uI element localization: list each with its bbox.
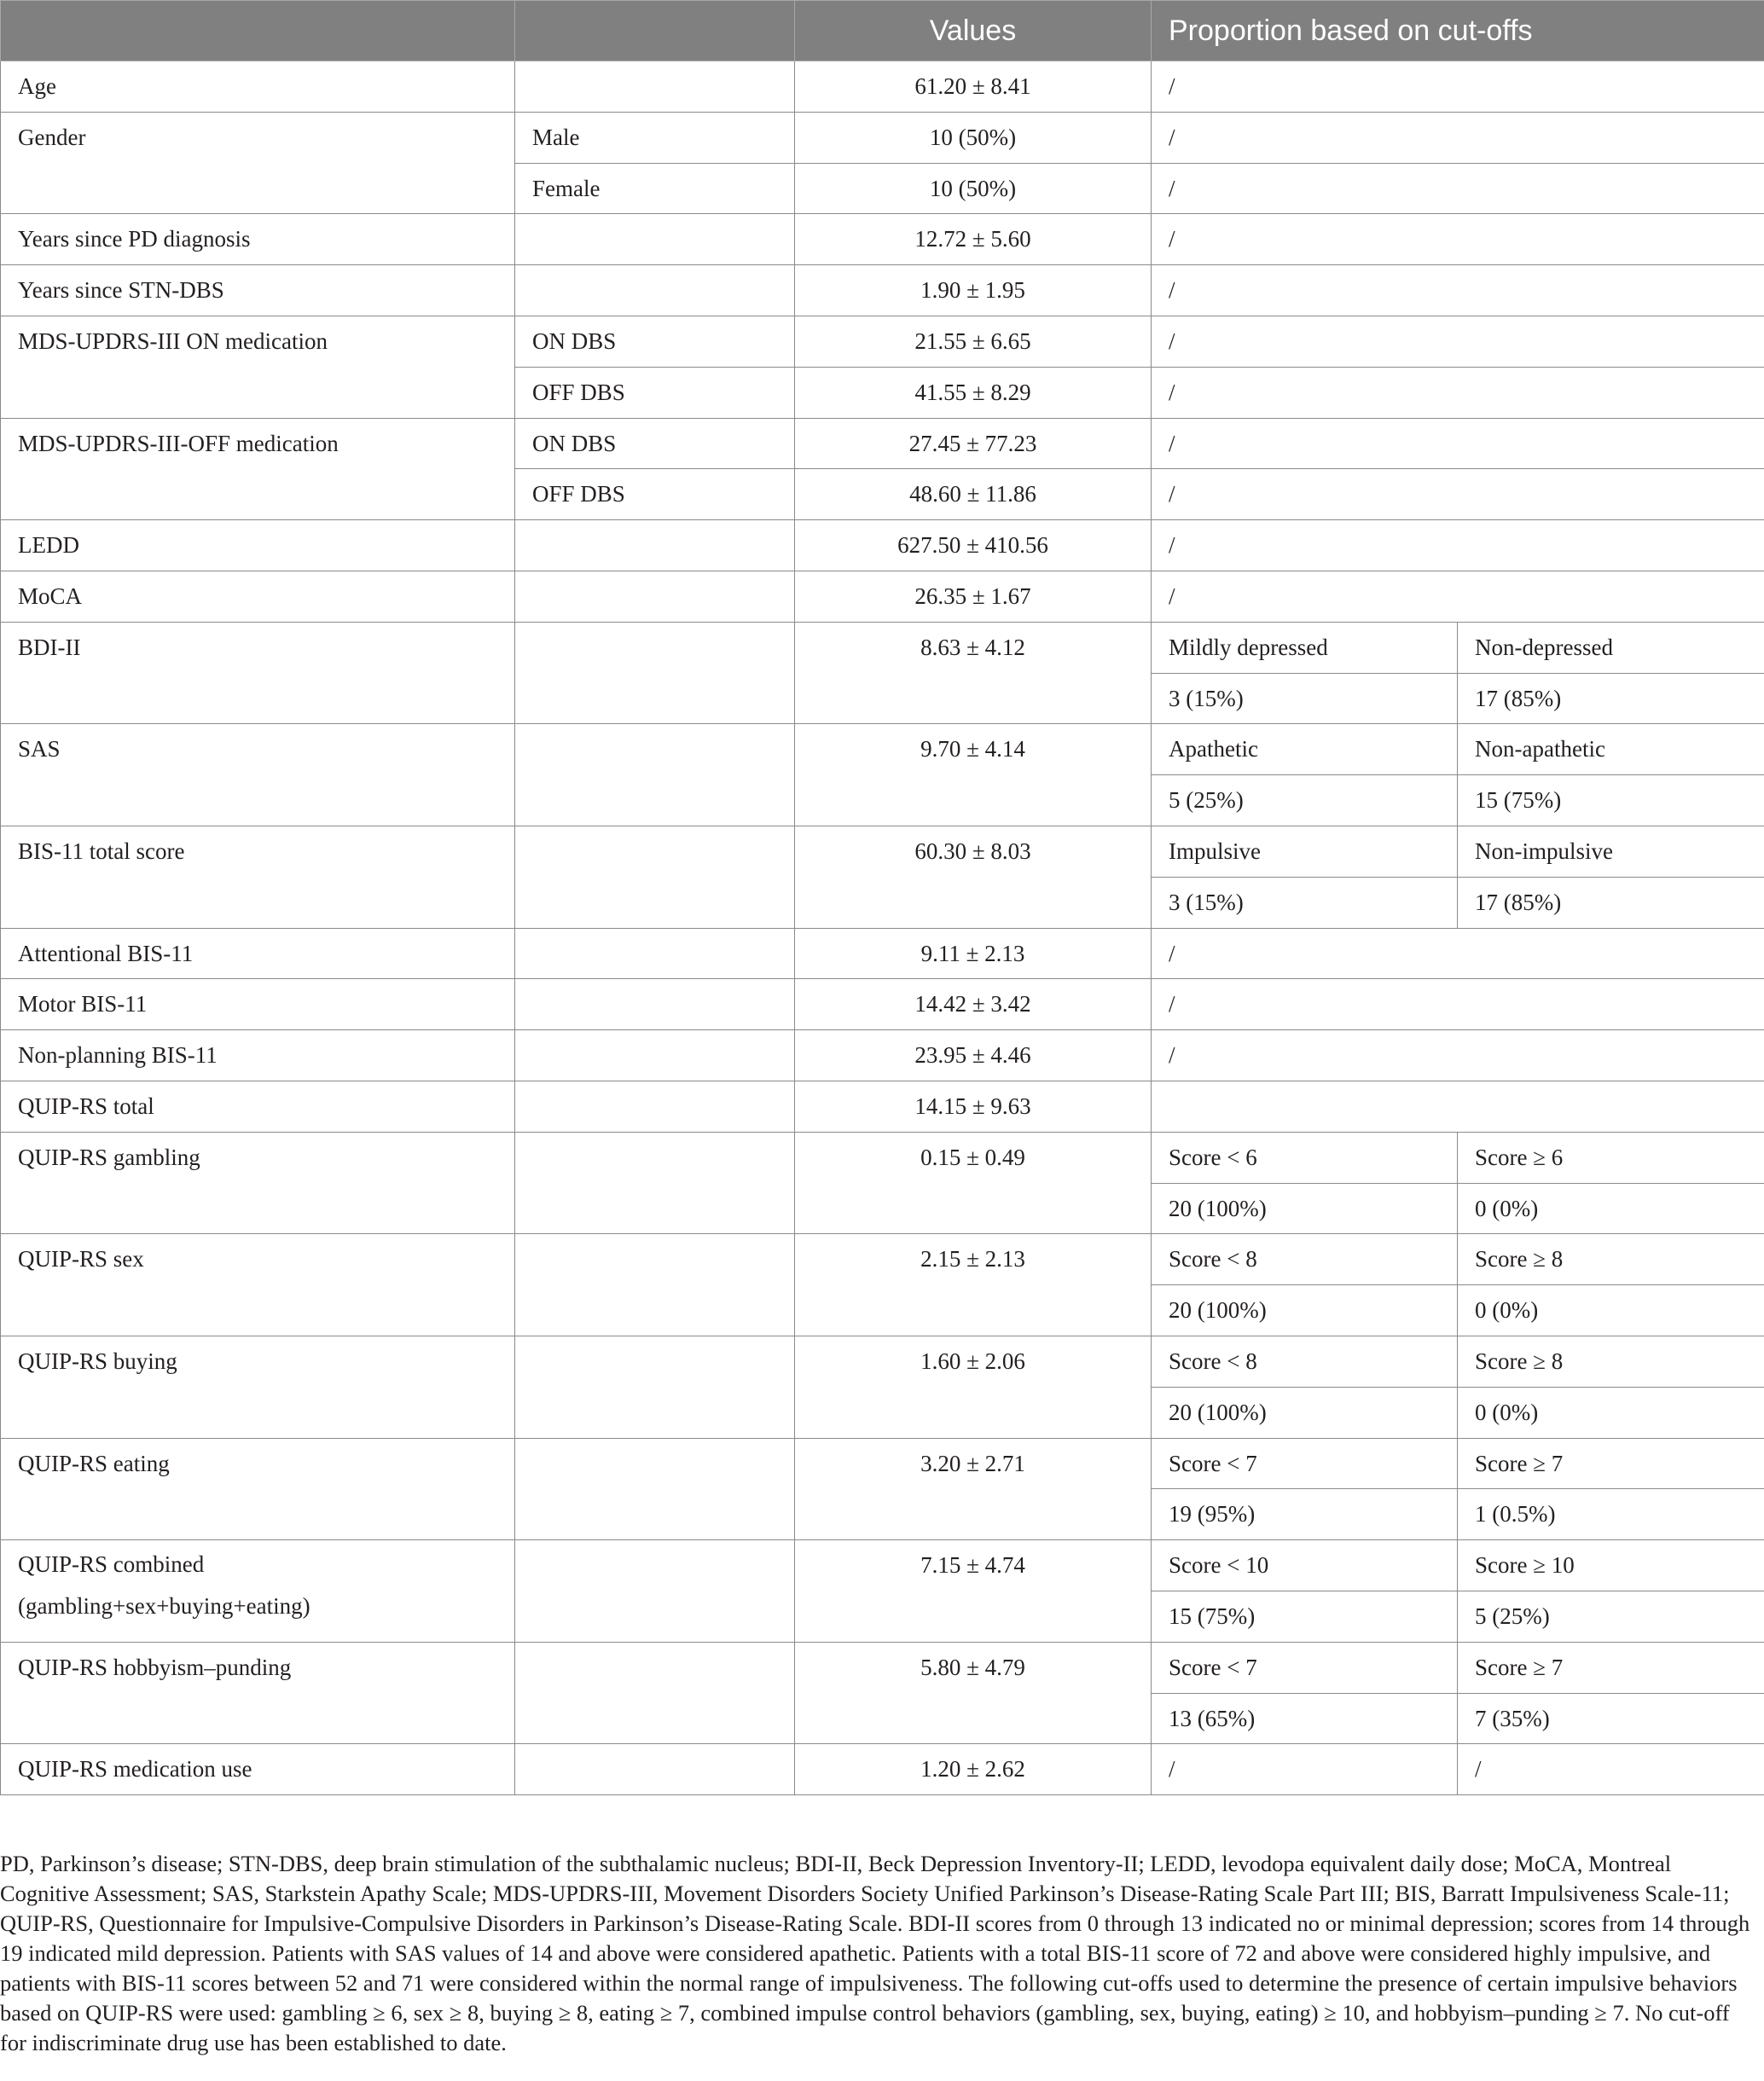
row-proportion-b: / — [1458, 1744, 1764, 1795]
row-category-b: Score ≥ 8 — [1458, 1234, 1764, 1285]
row-count-b: 15 (75%) — [1458, 775, 1764, 826]
row-subgroup: ON DBS — [515, 316, 795, 367]
row-proportion — [1152, 1081, 1764, 1132]
row-proportion: / — [1152, 928, 1764, 979]
row-category-a: Score < 8 — [1152, 1336, 1458, 1387]
row-count-b: 7 (35%) — [1458, 1693, 1764, 1744]
row-subgroup — [515, 979, 795, 1030]
row-label: BDI-II — [1, 622, 515, 724]
row-count-a: 19 (95%) — [1152, 1489, 1458, 1540]
table-row-bis-nonplanning — [1, 1030, 1764, 1081]
row-subgroup — [515, 1336, 795, 1438]
row-subgroup — [515, 61, 795, 113]
row-label-line-2: (gambling+sex+buying+eating) — [18, 1593, 310, 1620]
row-label: Years since PD diagnosis — [1, 214, 515, 265]
row-label: QUIP-RS eating — [1, 1438, 515, 1540]
table-row-quip-sex-categories — [1, 1234, 1764, 1285]
row-label: QUIP-RS total — [1, 1081, 515, 1132]
row-category-a: Impulsive — [1152, 826, 1458, 877]
row-subgroup: ON DBS — [515, 418, 795, 469]
row-category-b: Score ≥ 7 — [1458, 1438, 1764, 1489]
row-label: Age — [1, 61, 515, 113]
row-proportion: / — [1152, 112, 1764, 163]
row-subgroup — [515, 1081, 795, 1132]
row-category-a: Mildly depressed — [1152, 622, 1458, 673]
header-subgroup — [515, 1, 795, 61]
header-proportion: Proportion based on cut-offs — [1152, 1, 1764, 61]
row-label-line-1: QUIP-RS combined — [18, 1551, 205, 1578]
row-value: 14.42 ± 3.42 — [795, 979, 1152, 1030]
row-subgroup: Male — [515, 112, 795, 163]
row-category-b: Non-apathetic — [1458, 724, 1764, 775]
row-subgroup — [515, 214, 795, 265]
row-count-b: 0 (0%) — [1458, 1183, 1764, 1234]
row-value: 21.55 ± 6.65 — [795, 316, 1152, 367]
row-category-b: Non-impulsive — [1458, 826, 1764, 877]
row-label: MoCA — [1, 571, 515, 622]
row-value: 1.90 ± 1.95 — [795, 265, 1152, 316]
row-proportion: / — [1152, 469, 1764, 520]
row-category-b: Score ≥ 8 — [1458, 1336, 1764, 1387]
row-count-b: 0 (0%) — [1458, 1387, 1764, 1438]
row-proportion: / — [1152, 418, 1764, 469]
table-row-ledd — [1, 520, 1764, 571]
row-proportion: / — [1152, 214, 1764, 265]
row-subgroup: OFF DBS — [515, 367, 795, 418]
row-category-b: Score ≥ 10 — [1458, 1540, 1764, 1591]
header-values: Values — [795, 1, 1152, 61]
row-subgroup — [515, 1132, 795, 1234]
row-category-b: Non-depressed — [1458, 622, 1764, 673]
row-value: 41.55 ± 8.29 — [795, 367, 1152, 418]
table-row-years-stn — [1, 265, 1764, 316]
row-label: BIS-11 total score — [1, 826, 515, 928]
row-count-a: 3 (15%) — [1152, 877, 1458, 928]
header-variable — [1, 1, 515, 61]
table-row-gender-male — [1, 112, 1764, 163]
row-proportion: / — [1152, 520, 1764, 571]
row-proportion: / — [1152, 316, 1764, 367]
row-value: 61.20 ± 8.41 — [795, 61, 1152, 113]
row-proportion: / — [1152, 265, 1764, 316]
row-value: 1.20 ± 2.62 — [795, 1744, 1152, 1795]
table-row-bis-attentional — [1, 928, 1764, 979]
row-label: Years since STN-DBS — [1, 265, 515, 316]
row-proportion: / — [1152, 571, 1764, 622]
row-subgroup: OFF DBS — [515, 469, 795, 520]
table-row-bdi-categories — [1, 622, 1764, 673]
table-row-quip-eating-categories — [1, 1438, 1764, 1489]
table-row-quip-total — [1, 1081, 1764, 1132]
row-count-b: 17 (85%) — [1458, 877, 1764, 928]
row-value: 1.60 ± 2.06 — [795, 1336, 1152, 1438]
row-count-b: 0 (0%) — [1458, 1285, 1764, 1336]
row-count-a: 15 (75%) — [1152, 1591, 1458, 1642]
row-proportion: / — [1152, 61, 1764, 113]
row-subgroup — [515, 571, 795, 622]
row-value: 10 (50%) — [795, 163, 1152, 214]
row-category-a: Score < 7 — [1152, 1438, 1458, 1489]
row-subgroup — [515, 1438, 795, 1540]
row-label: QUIP-RS medication use — [1, 1744, 515, 1795]
row-label: QUIP-RS gambling — [1, 1132, 515, 1234]
row-subgroup — [515, 1744, 795, 1795]
row-label: QUIP-RS hobbyism–punding — [1, 1642, 515, 1744]
row-subgroup — [515, 622, 795, 724]
row-value: 9.70 ± 4.14 — [795, 724, 1152, 826]
row-proportion: / — [1152, 1030, 1764, 1081]
row-label: Attentional BIS-11 — [1, 928, 515, 979]
row-subgroup — [515, 1030, 795, 1081]
row-label: MDS-UPDRS-III ON medication — [1, 316, 515, 418]
row-value: 5.80 ± 4.79 — [795, 1642, 1152, 1744]
row-subgroup — [515, 1642, 795, 1744]
table-row-bis-total-categories — [1, 826, 1764, 877]
row-proportion: / — [1152, 163, 1764, 214]
row-label — [1, 1540, 515, 1643]
row-value: 3.20 ± 2.71 — [795, 1438, 1152, 1540]
table-row-updrs-off-med-on-dbs — [1, 418, 1764, 469]
table-row-quip-buying-categories — [1, 1336, 1764, 1387]
table-row-years-pd — [1, 214, 1764, 265]
row-category-a: Score < 7 — [1152, 1642, 1458, 1693]
row-value: 2.15 ± 2.13 — [795, 1234, 1152, 1336]
row-value: 9.11 ± 2.13 — [795, 928, 1152, 979]
table-row-updrs-on-med-on-dbs — [1, 316, 1764, 367]
row-subgroup — [515, 520, 795, 571]
table-header-row — [1, 1, 1764, 61]
table-row-quip-medication — [1, 1744, 1764, 1795]
row-value: 26.35 ± 1.67 — [795, 571, 1152, 622]
row-count-b: 17 (85%) — [1458, 673, 1764, 724]
row-label: Motor BIS-11 — [1, 979, 515, 1030]
row-value: 7.15 ± 4.74 — [795, 1540, 1152, 1643]
row-category-a: Score < 6 — [1152, 1132, 1458, 1183]
row-category-b: Score ≥ 6 — [1458, 1132, 1764, 1183]
row-label: Non-planning BIS-11 — [1, 1030, 515, 1081]
row-value: 48.60 ± 11.86 — [795, 469, 1152, 520]
row-value: 12.72 ± 5.60 — [795, 214, 1152, 265]
row-value: 627.50 ± 410.56 — [795, 520, 1152, 571]
row-label: Gender — [1, 112, 515, 214]
row-subgroup — [515, 928, 795, 979]
row-count-a: 5 (25%) — [1152, 775, 1458, 826]
table-row-age — [1, 61, 1764, 113]
row-count-a: 3 (15%) — [1152, 673, 1458, 724]
row-count-b: 5 (25%) — [1458, 1591, 1764, 1642]
table-row-moca — [1, 571, 1764, 622]
row-value: 10 (50%) — [795, 112, 1152, 163]
row-count-a: 20 (100%) — [1152, 1387, 1458, 1438]
row-label: MDS-UPDRS-III-OFF medication — [1, 418, 515, 520]
row-category-a: Apathetic — [1152, 724, 1458, 775]
row-value: 23.95 ± 4.46 — [795, 1030, 1152, 1081]
row-value: 27.45 ± 77.23 — [795, 418, 1152, 469]
row-value: 0.15 ± 0.49 — [795, 1132, 1152, 1234]
table-row-quip-hobby-categories — [1, 1642, 1764, 1693]
row-count-a: 20 (100%) — [1152, 1285, 1458, 1336]
row-label: QUIP-RS sex — [1, 1234, 515, 1336]
row-count-a: 20 (100%) — [1152, 1183, 1458, 1234]
table-row-quip-combined-categories — [1, 1540, 1764, 1591]
row-subgroup — [515, 826, 795, 928]
row-subgroup — [515, 724, 795, 826]
row-proportion-a: / — [1152, 1744, 1458, 1795]
row-category-a: Score < 8 — [1152, 1234, 1458, 1285]
table-row-bis-motor — [1, 979, 1764, 1030]
row-proportion: / — [1152, 367, 1764, 418]
table-row-sas-categories — [1, 724, 1764, 775]
row-subgroup — [515, 265, 795, 316]
row-subgroup — [515, 1540, 795, 1643]
row-subgroup — [515, 1234, 795, 1336]
row-proportion: / — [1152, 979, 1764, 1030]
table-row-quip-gambling-categories — [1, 1132, 1764, 1183]
row-category-b: Score ≥ 7 — [1458, 1642, 1764, 1693]
row-value: 60.30 ± 8.03 — [795, 826, 1152, 928]
row-value: 8.63 ± 4.12 — [795, 622, 1152, 724]
table-footnote: PD, Parkinson’s disease; STN-DBS, deep brain stimulation of the subthalamic nucleus; BDI-II, Beck Depression Inventory-II; LEDD, levodopa equivalent daily dose; MoCA, Montreal Cognitive Assessment; SAS, Starkstein Apathy Scale; MDS-UPDRS-III, Movement Disorders Society Unified Parkinson’s Disease-Rating Scale Part III; BIS, Barratt Impulsiveness Scale-11; QUIP-RS, Questionnaire for Impulsive-Compulsive Disorders in Parkinson’s Disease-Rating Scale. BDI-II scores from 0 through 13 indicated no or minimal depression; scores from 14 through 19 indicated mild depression. Patients with SAS values of 14 and above were considered apathetic. Patients with a total BIS-11 score of 72 and above were considered highly impulsive, and patients with BIS-11 scores between 52 and 71 were considered within the normal range of impulsiveness. The following cut-offs used to determine the presence of certain impulsive behaviors based on QUIP-RS were used: gambling ≥ 6, sex ≥ 8, buying ≥ 8, eating ≥ 7, combined impulse control behaviors (gambling, sex, buying, eating) ≥ 10, and hobbyism–punding ≥ 7. No cut-off for indiscriminate drug use has been established to date. — [0, 1851, 1750, 2055]
row-value: 14.15 ± 9.63 — [795, 1081, 1152, 1132]
row-label: SAS — [1, 724, 515, 826]
row-label: LEDD — [1, 520, 515, 571]
row-category-a: Score < 10 — [1152, 1540, 1458, 1591]
row-subgroup: Female — [515, 163, 795, 214]
row-label: QUIP-RS buying — [1, 1336, 515, 1438]
row-count-a: 13 (65%) — [1152, 1693, 1458, 1744]
row-count-b: 1 (0.5%) — [1458, 1489, 1764, 1540]
